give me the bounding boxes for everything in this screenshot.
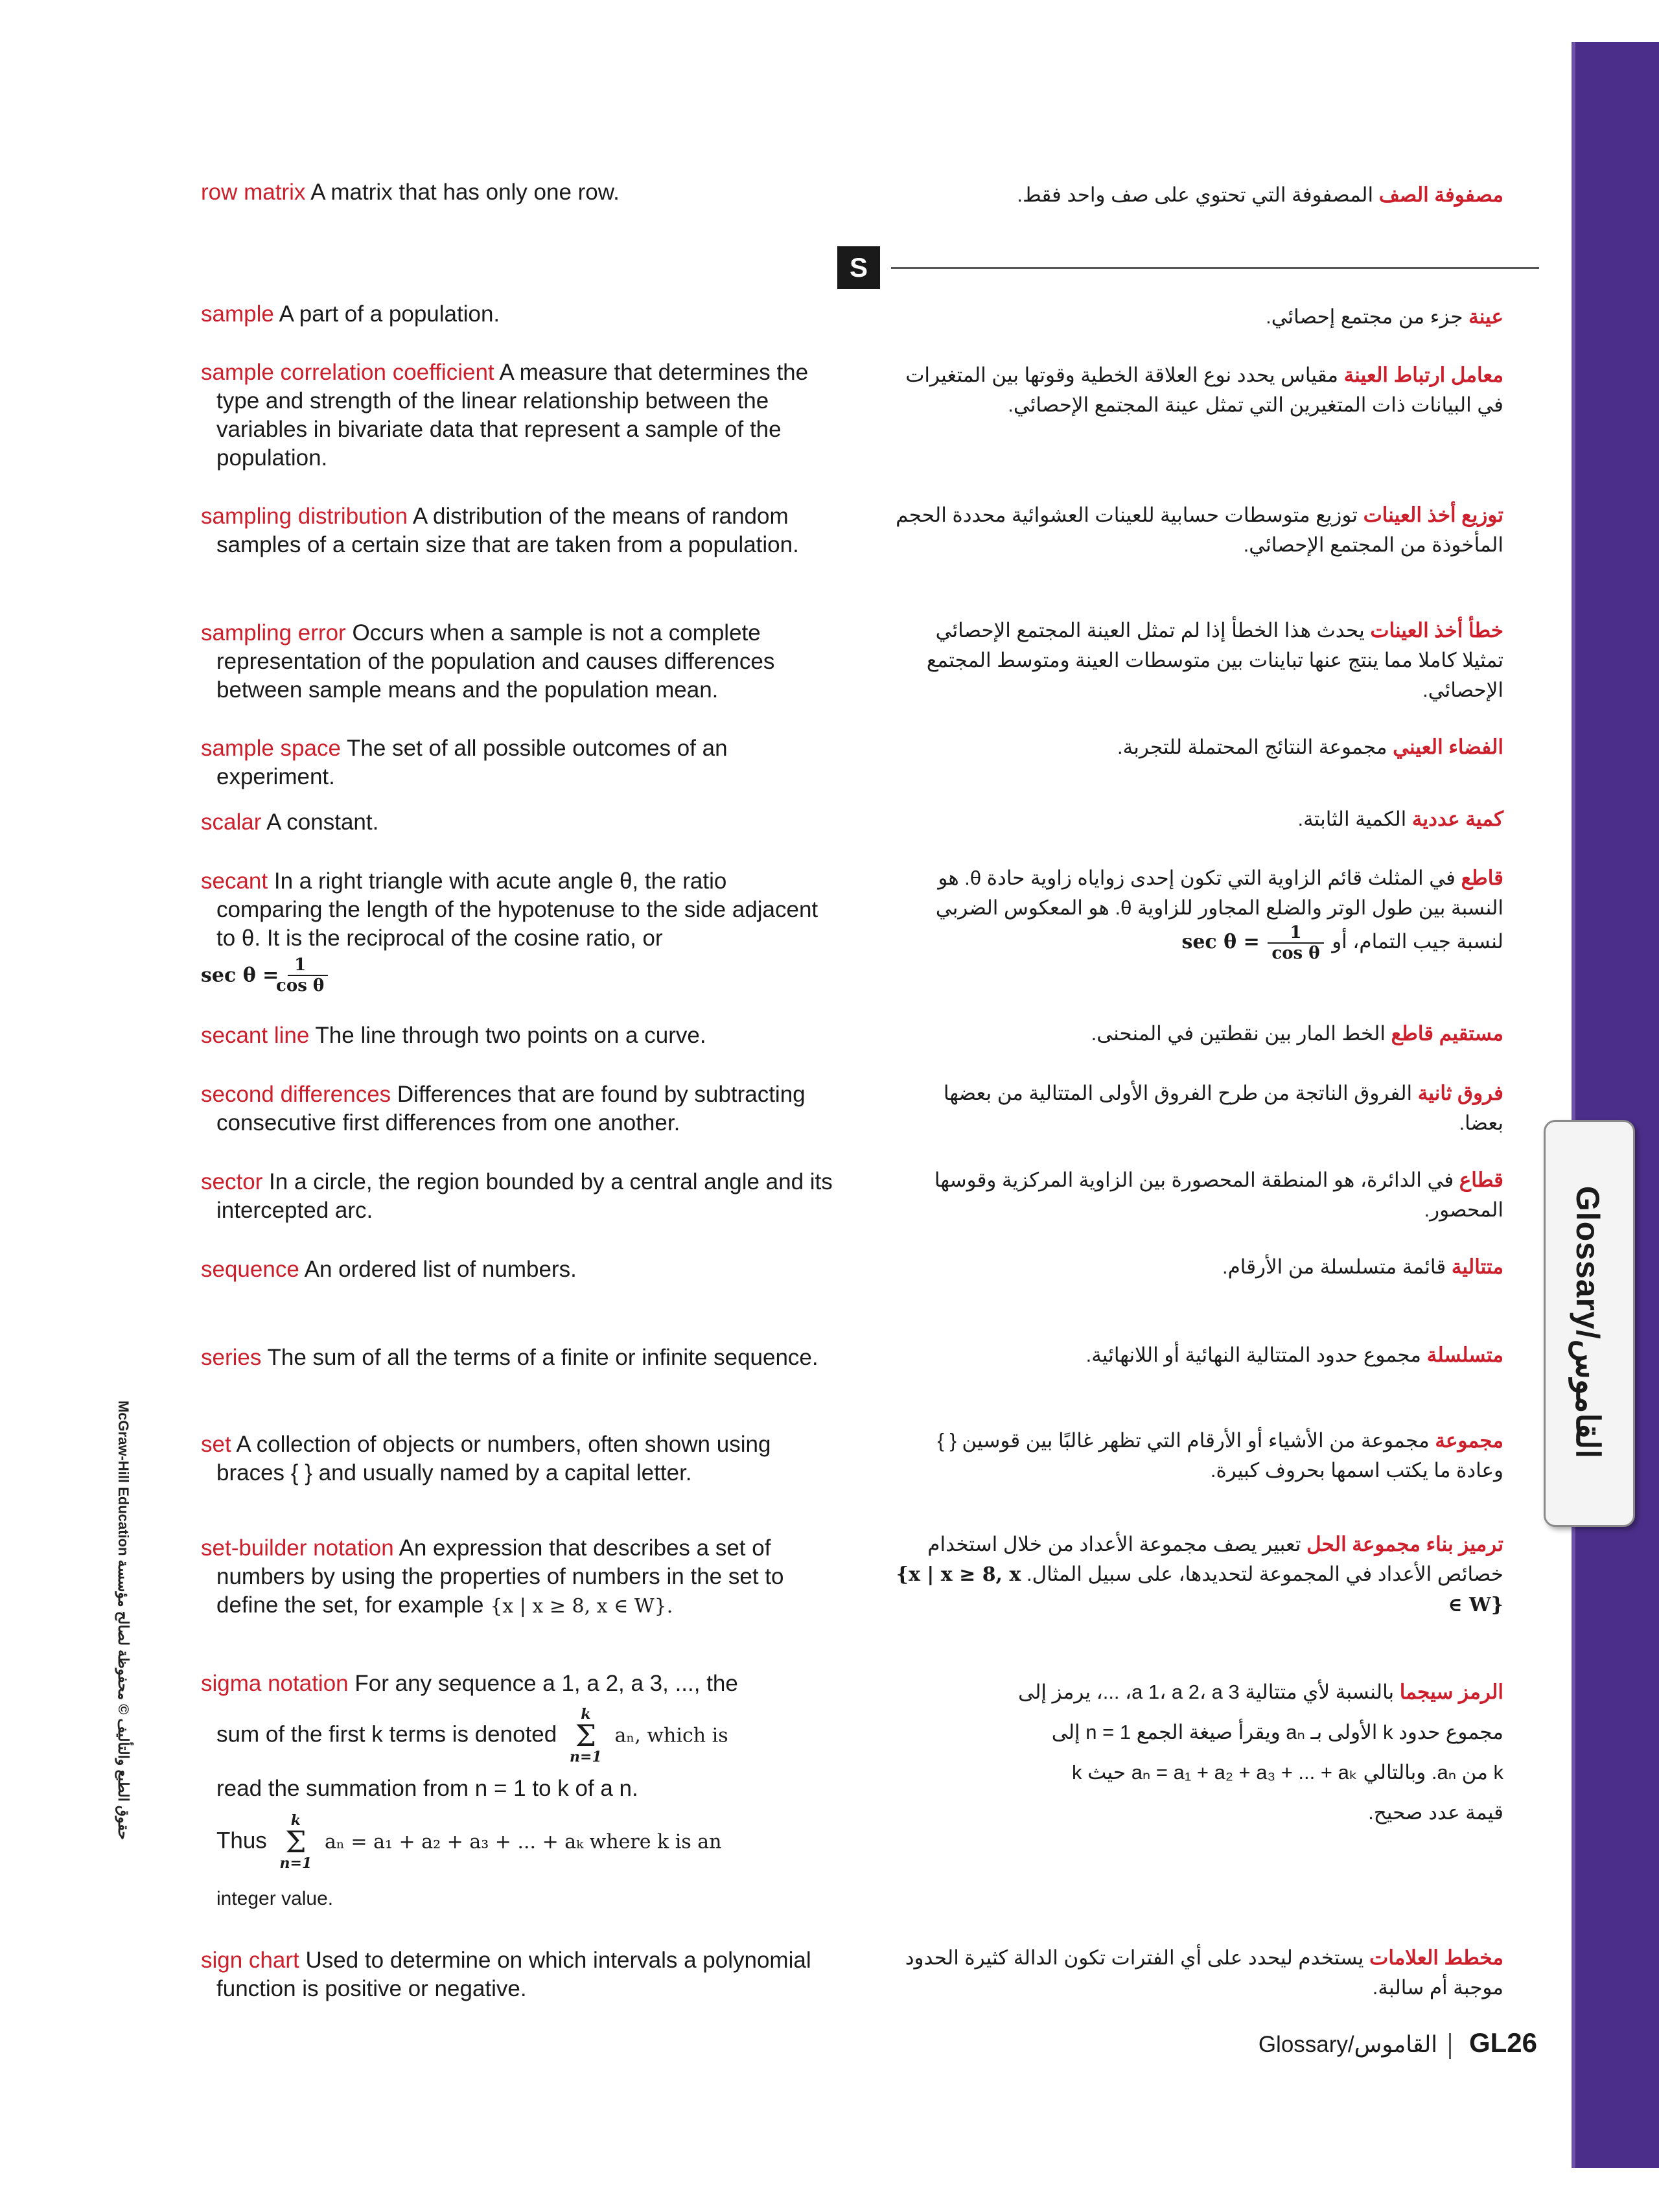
definition: In a right triangle with acute angle θ, the ratio comparing the length of the hypotenuse to the side adjacent to θ. It is the reciprocal of the cosine ratio, or bbox=[216, 868, 818, 951]
entry-en-sampling-error bbox=[201, 619, 839, 704]
entry-ar-scalar bbox=[894, 804, 1503, 834]
term: sigma notation bbox=[201, 1671, 349, 1696]
definition: In a circle, the region bounded by a central angle and its intercepted arc. bbox=[216, 1169, 833, 1223]
definition: المصفوفة التي تحتوي على صف واحد فقط. bbox=[1017, 183, 1374, 206]
numerator: 1 bbox=[1268, 923, 1323, 944]
formula-lhs: sec θ = bbox=[1181, 931, 1260, 954]
upper-limit: k bbox=[290, 1812, 301, 1829]
definition: A part of a population. bbox=[279, 301, 500, 327]
definition: في الدائرة، هو المنطقة المحصورة بين الزاوية المركزية وقوسها المحصور. bbox=[934, 1169, 1503, 1221]
denominator: cos θ bbox=[276, 976, 325, 995]
footer-divider bbox=[1449, 2033, 1451, 2059]
term: sampling error bbox=[201, 620, 346, 646]
text: sum of the first k terms is denoted bbox=[216, 1721, 557, 1747]
secant-formula bbox=[201, 955, 839, 995]
entry-ar-sequence bbox=[894, 1252, 1503, 1282]
sigma-ar-line-4: قيمة عدد صحيح. bbox=[1368, 1801, 1503, 1824]
section-divider bbox=[891, 267, 1539, 269]
term: الفضاء العيني bbox=[1393, 736, 1503, 758]
term: sector bbox=[201, 1169, 263, 1194]
definition: The set of all possible outcomes of an experiment. bbox=[216, 736, 728, 789]
term: sample bbox=[201, 301, 274, 327]
term: series bbox=[201, 1345, 262, 1370]
term: sampling distribution bbox=[201, 504, 408, 529]
term: فروق ثانية bbox=[1417, 1082, 1503, 1104]
term: مجموعة bbox=[1435, 1429, 1503, 1452]
term: قطاع bbox=[1459, 1169, 1503, 1191]
text: For any sequence a 1, a 2, a 3, ..., the bbox=[354, 1671, 738, 1696]
definition: تعبير يصف مجموعة الأعداد من خلال استخدام خصائص الأعداد في المجموعة لتحديدها، على سبيل المثال. bbox=[927, 1533, 1503, 1585]
term: secant bbox=[201, 868, 268, 894]
entry-ar-set bbox=[894, 1426, 1503, 1485]
definition: مجموعة النتائج المحتملة للتجربة. bbox=[1117, 736, 1387, 758]
term: معامل ارتباط العينة bbox=[1343, 364, 1503, 386]
text: بالنسبة لأي متتالية a 1، a 2، a 3، ...، يرمز إلى bbox=[1018, 1681, 1395, 1703]
sigma-line-4 bbox=[216, 1813, 839, 1870]
definition: Used to determine on which intervals a polynomial function is positive or negative. bbox=[216, 1948, 811, 2001]
definition: The line through two points on a curve. bbox=[315, 1023, 706, 1048]
entry-ar-set-builder-notation bbox=[894, 1530, 1503, 1620]
term: second differences bbox=[201, 1082, 391, 1107]
lower-limit: n=1 bbox=[279, 1855, 312, 1872]
definition: الكمية الثابتة. bbox=[1297, 808, 1407, 830]
entry-en-scalar bbox=[201, 808, 839, 837]
entry-en-sample bbox=[201, 300, 839, 329]
term: مخطط العلامات bbox=[1369, 1946, 1503, 1969]
entry-ar-sampling-distribution bbox=[894, 500, 1503, 560]
entry-en-sample-correlation-coefficient bbox=[201, 358, 839, 472]
entry-en-sector bbox=[201, 1168, 839, 1225]
entry-en-sigma-notation bbox=[201, 1667, 839, 1916]
section-letter: S bbox=[837, 246, 880, 289]
term: مستقيم قاطع bbox=[1391, 1022, 1503, 1045]
definition: يستخدم ليحدد على أي الفترات تكون الدالة كثيرة الحدود موجبة أم سالبة. bbox=[905, 1946, 1503, 1999]
term: set-builder notation bbox=[201, 1535, 394, 1561]
entry-ar-sample-correlation-coefficient bbox=[894, 360, 1503, 420]
example: {x | x ≥ 8, x ∈ W} bbox=[896, 1563, 1503, 1616]
term: عينة bbox=[1468, 305, 1503, 328]
side-tab-label: Glossary/القاموس bbox=[1570, 1185, 1606, 1459]
formula-fraction bbox=[276, 955, 328, 995]
entry-en-row-matrix bbox=[201, 178, 839, 207]
formula-lhs: sec θ = bbox=[201, 964, 279, 987]
denominator: cos θ bbox=[1271, 944, 1320, 963]
term: secant line bbox=[201, 1023, 310, 1048]
term: row matrix bbox=[201, 180, 306, 205]
entry-ar-secant-line bbox=[894, 1019, 1503, 1049]
entry-en-series bbox=[201, 1344, 839, 1372]
definition: جزء من مجتمع إحصائي. bbox=[1266, 305, 1463, 328]
numerator: 1 bbox=[288, 955, 328, 976]
definition: An expression that describes a set of numbers by using the properties of numbers in the set to define the set, for example bbox=[216, 1535, 784, 1618]
definition: الخط المار بين نقطتين في المنحنى. bbox=[1091, 1022, 1386, 1045]
lower-limit: n=1 bbox=[569, 1749, 602, 1765]
entry-ar-sample bbox=[894, 302, 1503, 332]
entry-ar-secant bbox=[894, 863, 1503, 963]
term: توزيع أخذ العينات bbox=[1363, 504, 1503, 526]
ar-secant-formula bbox=[1181, 923, 1326, 963]
footer-label: Glossary/القاموس bbox=[1258, 2032, 1437, 2057]
definition: The sum of all the terms of a finite or infinite sequence. bbox=[267, 1345, 818, 1370]
text: aₙ, which is bbox=[614, 1724, 728, 1747]
entry-ar-second-differences bbox=[894, 1078, 1503, 1138]
sigma-ar-line-3: k من aₙ. وبالتالي aₙ = a₁ + a₂ + a₃ + ... + aₖ حيث k bbox=[1072, 1761, 1503, 1784]
definition: يحدث هذا الخطأ إذا لم تمثل العينة المجتمع الإحصائي تمثيلا كاملا مما ينتج عنها تباينات بين متوسطات العينة ومتوسط المجتمع الإحصائي. bbox=[926, 619, 1503, 701]
definition: توزيع متوسطات حسابية للعينات العشوائية محددة الحجم المأخوذة من المجتمع الإحصائي. bbox=[896, 504, 1503, 556]
definition: مجموع حدود المتتالية النهائية أو اللانهائية. bbox=[1085, 1344, 1421, 1366]
entry-en-sample-space bbox=[201, 734, 839, 791]
entry-en-set bbox=[201, 1430, 839, 1487]
entry-ar-sector bbox=[894, 1165, 1503, 1225]
formula-fraction bbox=[1268, 923, 1323, 963]
term: قاطع bbox=[1461, 867, 1503, 889]
definition: قائمة متسلسلة من الأرقام. bbox=[1222, 1255, 1446, 1278]
term: متسلسلة bbox=[1426, 1344, 1503, 1366]
sigma-line-2 bbox=[216, 1707, 839, 1764]
term: ترميز بناء مجموعة الحل bbox=[1306, 1533, 1503, 1555]
entry-ar-sigma-notation bbox=[894, 1672, 1503, 1833]
term: scalar bbox=[201, 809, 262, 835]
term: مصفوفة الصف bbox=[1378, 183, 1503, 206]
entry-en-secant bbox=[201, 867, 839, 995]
definition: مقياس يحدد نوع العلاقة الخطية وقوتها بين المتغيرات في البيانات ذات المتغيرين التي تمثل عينة المجتمع الإحصائي. bbox=[905, 364, 1503, 416]
sigma-glyph: Σ bbox=[285, 1824, 307, 1859]
sigma-glyph: Σ bbox=[575, 1718, 597, 1753]
entry-en-sequence bbox=[201, 1255, 839, 1284]
definition: A matrix that has only one row. bbox=[310, 180, 620, 205]
upper-limit: k bbox=[581, 1706, 591, 1723]
sigma-symbol bbox=[280, 1813, 312, 1870]
sigma-ar-line-2: مجموع حدود k الأولى بـ aₙ ويقرأ صيغة الجمع n = 1 إلى bbox=[1051, 1721, 1503, 1743]
term: متتالية bbox=[1451, 1255, 1503, 1278]
term: خطأ أخذ العينات bbox=[1370, 619, 1503, 642]
term: كمية عددية bbox=[1411, 808, 1503, 830]
definition: Occurs when a sample is not a complete representation of the population and causes differences between sample means and the population mean. bbox=[216, 620, 775, 703]
side-band-edge bbox=[1572, 42, 1575, 2168]
term: الرمز سيجما bbox=[1399, 1681, 1503, 1703]
entry-ar-row-matrix bbox=[894, 180, 1503, 210]
term: sequence bbox=[201, 1257, 299, 1282]
text: Thus bbox=[216, 1828, 267, 1854]
definition: A constant. bbox=[266, 809, 379, 835]
entry-en-sign-chart bbox=[201, 1946, 839, 2003]
entry-en-sampling-distribution bbox=[201, 502, 839, 559]
example: {x | x ≥ 8, x ∈ W}. bbox=[490, 1595, 673, 1618]
page-number: GL26 bbox=[1468, 2027, 1537, 2058]
definition: Differences that are found by subtracting consecutive first differences from one another. bbox=[216, 1082, 806, 1135]
definition: الفروق الناتجة من طرح الفروق الأولى المتتالية من بعضها بعضا. bbox=[943, 1082, 1503, 1134]
purple-side-band bbox=[1572, 42, 1659, 2168]
term: sample space bbox=[201, 736, 341, 761]
sigma-symbol bbox=[570, 1707, 602, 1764]
term: sample correlation coefficient bbox=[201, 360, 494, 385]
entry-en-second-differences bbox=[201, 1080, 839, 1137]
definition: A distribution of the means of random samples of a certain size that are taken from a population. bbox=[216, 504, 799, 557]
term: sign chart bbox=[201, 1948, 299, 1973]
page-footer bbox=[1259, 2027, 1537, 2059]
entry-en-set-builder-notation bbox=[201, 1534, 839, 1621]
sigma-line-5: integer value. bbox=[216, 1888, 334, 1909]
sigma-line-1 bbox=[201, 1667, 839, 1701]
definition: An ordered list of numbers. bbox=[304, 1257, 577, 1282]
copyright-notice: McGraw-Hill Education حقوق الطبع والتأليف © محفوظة لصالح مؤسسة bbox=[115, 1400, 132, 1841]
entry-ar-sampling-error bbox=[894, 616, 1503, 705]
text: aₙ = a₁ + a₂ + a₃ + ... + aₖ where k is an bbox=[325, 1830, 722, 1854]
entry-ar-series bbox=[894, 1340, 1503, 1370]
definition: A measure that determines the type and strength of the linear relationship between the variables in bivariate data that represent a sample of the population. bbox=[216, 360, 809, 471]
definition: مجموعة من الأشياء أو الأرقام التي تظهر غالبًا بين قوسين { } وعادة ما يكتب اسمها بحروف كبيرة. bbox=[937, 1429, 1503, 1482]
term: set bbox=[201, 1432, 231, 1457]
entry-en-secant-line bbox=[201, 1021, 839, 1050]
definition: في المثلث قائم الزاوية التي تكون إحدى زواياه زاوية حادة θ. هو النسبة بين طول الوتر والضلع المجاور للزاوية θ. هو المعكوس الضربي لنسبة جيب التمام، أو bbox=[935, 867, 1503, 953]
sigma-line-3: read the summation from n = 1 to k of a n. bbox=[216, 1776, 638, 1801]
definition: A collection of objects or numbers, often shown using braces { } and usually named by a capital letter. bbox=[216, 1432, 771, 1485]
sigma-ar-line-1 bbox=[894, 1672, 1503, 1712]
entry-ar-sign-chart bbox=[894, 1943, 1503, 2003]
entry-ar-sample-space bbox=[894, 732, 1503, 762]
